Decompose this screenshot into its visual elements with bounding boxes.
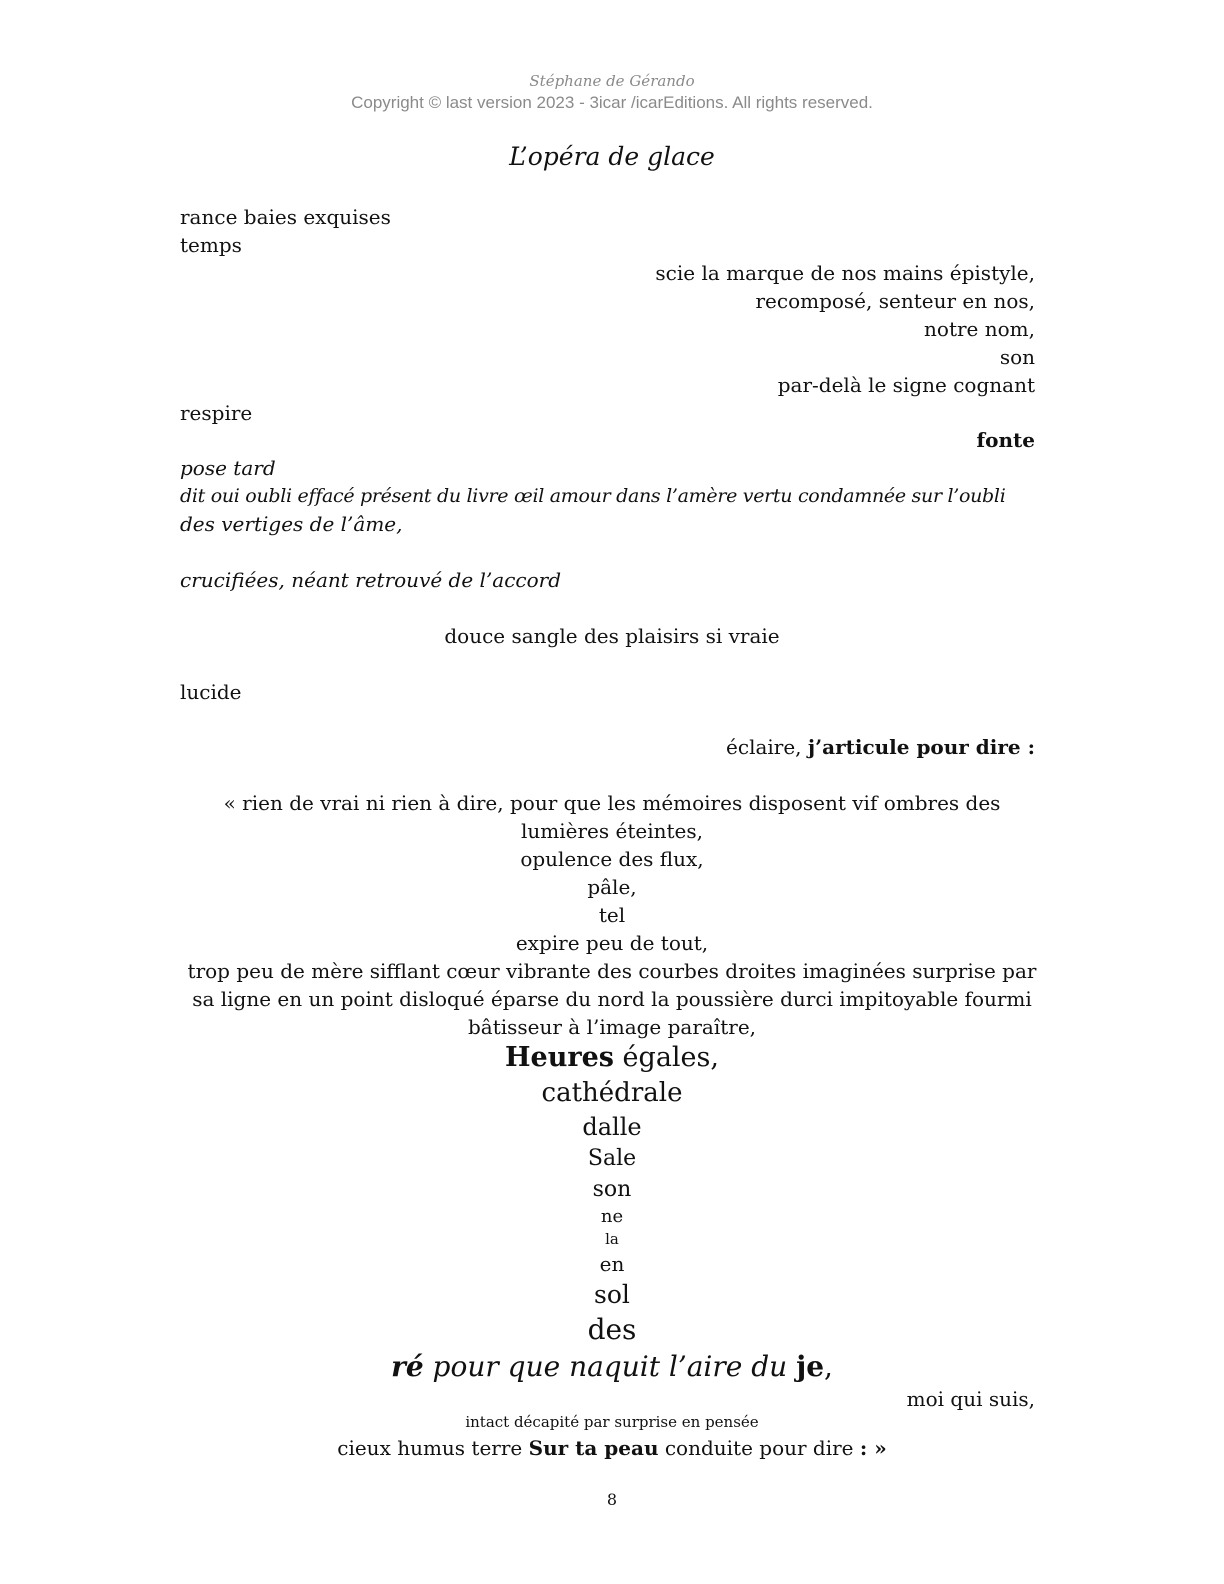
poem-line: respire	[180, 401, 253, 425]
poem-fragment-bold: j’articule pour dire :	[807, 735, 1035, 759]
poem-line: en	[599, 1252, 625, 1276]
poem-line: intact décapité par surprise en pensée	[465, 1413, 759, 1431]
poem-line: « rien de vrai ni rien à dire, pour que les mémoires disposent vif ombres des	[223, 791, 1001, 815]
poem-fragment: conduite pour dire	[658, 1436, 860, 1460]
poem-line-italic	[0, 1348, 1224, 1386]
poem-line: Sale	[587, 1146, 637, 1171]
poem-line: la	[605, 1230, 619, 1248]
poem-line: scie la marque de nos mains épistyle,	[655, 261, 1035, 285]
poem-line: des	[587, 1313, 637, 1346]
poem-line: sol	[594, 1280, 630, 1309]
poem-line: expire peu de tout,	[515, 931, 709, 955]
poem-line	[726, 733, 1035, 761]
copyright-notice: Copyright © last version 2023 - 3icar /icarEditions. All rights reserved.	[351, 93, 873, 112]
poem-fragment-bold: ré	[391, 1350, 424, 1383]
poem-line: rance baies exquises	[180, 205, 391, 229]
poem-fragment: ,	[824, 1350, 833, 1383]
poem-line: dalle	[582, 1113, 642, 1141]
poem-line-italic: crucifiées, néant retrouvé de l’accord	[180, 568, 562, 592]
poem-line: par-delà le signe cognant	[777, 373, 1035, 397]
poem-fragment-bold: Sur ta peau	[528, 1436, 659, 1460]
poem-fragment: éclaire,	[726, 735, 808, 759]
poem-line-bold: fonte	[976, 428, 1035, 452]
poem-line-italic: dit oui oubli effacé présent du livre œil amour dans l’amère vertu condamnée sur l’oubli	[180, 485, 1006, 507]
author-name: Stéphane de Gérando	[529, 72, 695, 90]
poem-line: recomposé, senteur en nos,	[755, 289, 1035, 313]
poem-line: son	[592, 1177, 632, 1202]
poem-line: cathédrale	[541, 1078, 683, 1108]
poem-line: lumières éteintes,	[521, 819, 703, 843]
poem-line-italic: pose tard	[180, 456, 276, 480]
poem-fragment-bold: je	[796, 1350, 825, 1383]
poem-line: sa ligne en un point disloqué éparse du nord la poussière durci impitoyable fourmi	[192, 987, 1032, 1011]
poem-line: opulence des flux,	[520, 847, 704, 871]
poem-title: L’opéra de glace	[509, 142, 715, 171]
poem-line: trop peu de mère sifflant cœur vibrante des courbes droites imaginées surprise par	[187, 959, 1037, 983]
poem-line: notre nom,	[924, 317, 1035, 341]
poem-fragment: égales,	[613, 1042, 719, 1073]
poem-line: douce sangle des plaisirs si vraie	[444, 624, 780, 648]
poem-line: ne	[600, 1206, 624, 1227]
poem-line: pâle,	[587, 875, 637, 899]
poem-line: tel	[598, 903, 626, 927]
poem-fragment: pour que naquit l’aire du	[423, 1350, 797, 1383]
poem-line-italic: des vertiges de l’âme,	[180, 512, 403, 536]
poem-fragment: cieux humus terre	[337, 1436, 529, 1460]
poem-line: moi qui suis,	[906, 1387, 1035, 1411]
poem-fragment-bold: : »	[859, 1436, 887, 1460]
poem-line: temps	[180, 233, 242, 257]
poem-line: bâtisseur à l’image paraître,	[467, 1015, 757, 1039]
page-number: 8	[606, 1490, 618, 1509]
poem-line: son	[999, 345, 1035, 369]
poem-fragment-bold: Heures	[505, 1042, 614, 1073]
poem-line	[0, 1434, 1224, 1462]
poem-line	[0, 1040, 1224, 1076]
poem-line: lucide	[180, 680, 242, 704]
